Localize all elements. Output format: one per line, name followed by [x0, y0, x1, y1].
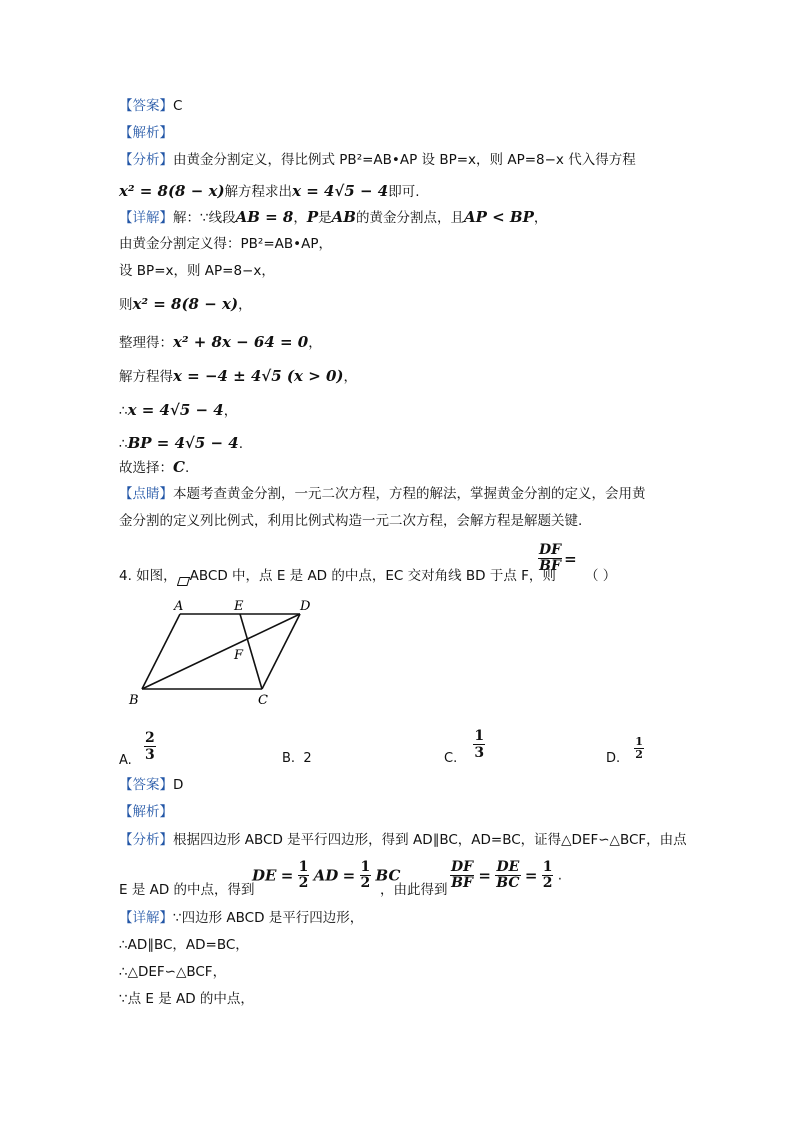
step-3 — [119, 294, 252, 315]
step-5-eq: x = −4 ± 4√5 (x > 0) — [173, 367, 344, 385]
q4-fenxi-text-1: 根据四边形 ABCD 是平行四边形，得到 AD∥BC，AD=BC，证得△DEF∽△BCF，由点 — [173, 832, 687, 848]
xiangjie-tag: 【详解】 — [119, 210, 173, 226]
step-4 — [119, 332, 322, 353]
q4-fenxi-text-2b: ，由此得到 — [380, 882, 448, 898]
q4-xiangjie-line-2: ∴AD∥BC，AD=BC， — [119, 937, 249, 953]
label-a: A — [174, 599, 184, 614]
step-4-pre: 整理得： — [119, 335, 173, 351]
ratio-eq-2: = — [524, 866, 538, 885]
step-7 — [119, 433, 243, 454]
xiangjie-text-c: 是 — [318, 210, 332, 226]
dianjing-tag: 【点睛】 — [119, 486, 173, 502]
q4-xiangjie-line-4: ∵点 E 是 AD 的中点， — [119, 991, 254, 1007]
dianjing-text-1: 本题考查黄金分割，一元二次方程，方程的解法，掌握黄金分割的定义，会用黄 — [173, 486, 646, 502]
q3-fenxi-eq-line — [119, 181, 420, 202]
label-e: E — [234, 599, 244, 614]
step-3-post: ， — [238, 297, 252, 313]
q3-answer-line — [119, 96, 182, 116]
ratio-period: . — [557, 867, 563, 884]
frac-numerator: DF — [539, 542, 562, 558]
q4-answer-line — [119, 775, 183, 795]
segment-ec — [240, 614, 262, 689]
q4-xiangjie-line-1 — [119, 908, 363, 928]
choose-value: C — [173, 458, 185, 476]
formula-half-den: 2 — [298, 875, 309, 891]
step-5 — [119, 366, 357, 387]
frac-equals: = — [564, 549, 577, 568]
option-d-den: 2 — [635, 748, 643, 761]
ratio-eq-1: = — [478, 866, 491, 885]
step-3-eq: x² = 8(8 − x) — [132, 295, 239, 313]
q3-xiangjie-line — [119, 207, 547, 228]
frac-denominator: BF — [539, 558, 561, 574]
option-c-num: 1 — [474, 728, 485, 744]
formula-ad: AD — [313, 866, 339, 885]
formula-bc: BC — [375, 866, 401, 885]
formula-de: DE — [252, 866, 277, 885]
choose-pre: 故选择： — [119, 460, 173, 476]
q4-fenxi-formula-2 — [450, 860, 562, 891]
edge-ab — [142, 614, 180, 689]
step-2: 设 BP=x，则 AP=8−x， — [119, 263, 275, 279]
step-5-pre: 解方程得 — [119, 369, 173, 385]
step-7-post: . — [238, 436, 244, 452]
step-1: 由黄金分割定义得：PB²=AB•AP， — [119, 236, 332, 252]
ratio-half-num: 1 — [542, 859, 553, 875]
label-d: D — [300, 599, 311, 614]
step-5-post: ， — [343, 369, 358, 385]
fenxi-solution: x = 4√5 − 4 — [292, 182, 389, 200]
answer-value: C — [173, 98, 183, 114]
step-6-post: ， — [223, 403, 238, 419]
ratio-half-den: 2 — [542, 875, 553, 891]
dianjing-line-1 — [119, 484, 646, 504]
step-6-pre: ∴ — [119, 403, 128, 419]
parallelogram-icon — [177, 572, 190, 581]
analysis-tag: 【解析】 — [119, 125, 173, 141]
segment-ab-eq: AB = 8 — [235, 208, 294, 226]
step-7-eq: BP = 4√5 − 4 — [127, 434, 239, 452]
label-f: F — [234, 648, 244, 663]
q4-xiangjie-text-1: ∵四边形 ABCD 是平行四边形， — [173, 910, 364, 926]
q4-analysis-tag: 【解析】 — [119, 804, 173, 820]
q4-xiangjie-tag: 【详解】 — [119, 910, 173, 926]
segment-ab: AB — [331, 208, 356, 226]
parallelogram-figure — [120, 595, 330, 710]
formula-eq-2: = — [342, 866, 356, 885]
fenxi-text: 由黄金分割定义，得比例式 PB²=AB•AP 设 BP=x，则 AP=8−x 代入得方程 — [173, 152, 636, 168]
fenxi-equation: x² = 8(8 − x) — [119, 182, 225, 200]
edge-dc — [262, 614, 300, 689]
fenxi-tag: 【分析】 — [119, 152, 173, 168]
choose-post: . — [184, 460, 190, 476]
ratio-bf: BF — [451, 875, 473, 891]
xiangjie-text-d: 的黄金分割点，且 — [355, 210, 464, 226]
option-b-value: 2 — [303, 751, 312, 766]
q4-fenxi-formula-1 — [252, 860, 400, 891]
formula-half2-den: 2 — [360, 875, 371, 891]
step-6-eq: x = 4√5 − 4 — [127, 401, 224, 419]
label-b: B — [129, 693, 139, 708]
step-7-pre: ∴ — [119, 436, 128, 452]
option-d-num: 1 — [635, 735, 643, 748]
xiangjie-text-e: ， — [533, 210, 548, 226]
fenxi-end: 即可. — [388, 184, 420, 200]
option-b-label: B. — [282, 751, 296, 766]
q4-number: 4. 如图， — [119, 568, 177, 584]
q4-xiangjie-line-3: ∴△DEF∽△BCF， — [119, 964, 227, 980]
q4-answer-tag: 【答案】 — [119, 777, 173, 793]
option-c-den: 3 — [474, 745, 485, 761]
option-d-label: D. — [606, 751, 621, 766]
xiangjie-text-b: ， — [293, 210, 307, 226]
step-6 — [119, 400, 237, 421]
q3-fenxi-line — [119, 150, 636, 170]
choose-line — [119, 457, 189, 478]
q4-stem-fraction — [538, 543, 577, 574]
label-c: C — [258, 693, 268, 708]
option-a-den: 3 — [144, 747, 155, 763]
dianjing-line-2: 金分割的定义列比例式，利用比例式构造一元二次方程，会解方程是解题关键. — [119, 513, 583, 529]
option-d[interactable] — [606, 736, 644, 766]
q4-answer-value: D — [173, 777, 184, 793]
option-a-num: 2 — [144, 730, 155, 746]
formula-half2-num: 1 — [360, 859, 371, 875]
option-c[interactable] — [444, 728, 485, 766]
answer-tag: 【答案】 — [119, 98, 173, 114]
ratio-bc: BC — [496, 875, 520, 891]
option-b[interactable] — [282, 751, 312, 766]
q4-fenxi-text-2a: E 是 AD 的中点，得到 — [119, 882, 255, 898]
step-4-eq: x² + 8x − 64 = 0 — [173, 333, 309, 351]
ratio-de: DE — [496, 859, 520, 875]
option-c-label: C. — [444, 751, 458, 766]
formula-eq-1: = — [280, 866, 294, 885]
point-p: P — [306, 208, 319, 226]
inequality: AP < BP — [463, 208, 534, 226]
formula-half-num: 1 — [298, 859, 309, 875]
answer-paren: （ ） — [585, 568, 617, 584]
diagonal-bd — [142, 614, 300, 689]
fenxi-mid: 解方程求出 — [224, 184, 293, 200]
xiangjie-text-a: 解：∵线段 — [173, 210, 236, 226]
q4-fenxi-line-1 — [119, 830, 687, 850]
q4-stem-text: ABCD 中，点 E 是 AD 的中点，EC 交对角线 BD 于点 F，则 — [189, 568, 556, 584]
q4-stem — [119, 566, 556, 586]
option-a-label: A. — [119, 753, 132, 768]
q4-fenxi-tag: 【分析】 — [119, 832, 173, 848]
step-4-post: ， — [308, 335, 322, 351]
option-a[interactable] — [119, 730, 156, 768]
ratio-df: DF — [451, 859, 474, 875]
q4-fenxi-line-2 — [119, 880, 255, 900]
step-3-pre: 则 — [119, 297, 133, 313]
